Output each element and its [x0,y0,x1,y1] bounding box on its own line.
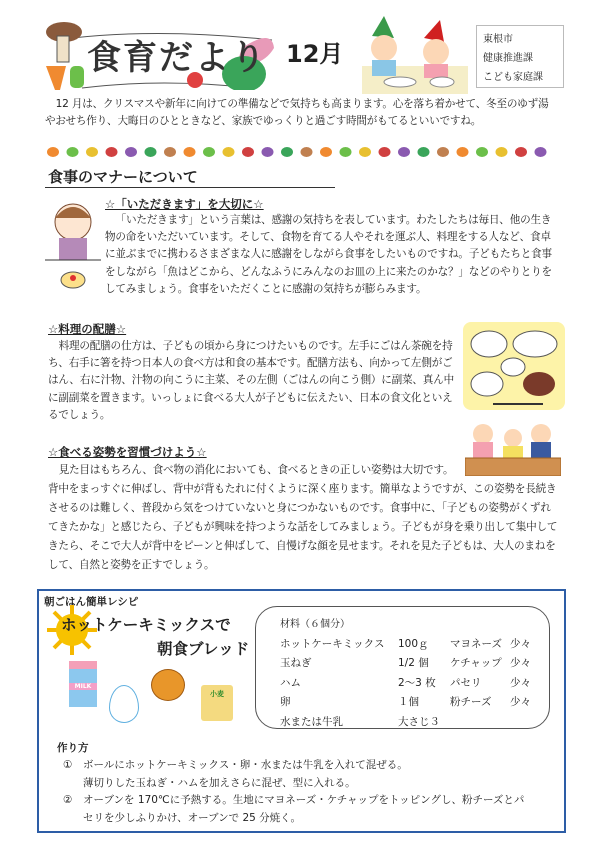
recipe-title-line1: ホットケーキミックスで [61,616,231,634]
vegetable-icon [496,147,508,157]
ingredient-row [280,654,540,674]
vegetable-icon [164,147,176,157]
ingredient-amount: 少々 [510,696,531,708]
ingredient-name: 玉ねぎ [280,657,312,669]
milk-carton-icon [69,661,97,707]
method-heading: 作り方 [57,742,89,754]
vegetable-icon [457,147,469,157]
issuer-box [476,25,564,88]
ingredient-name: ケチャップ [450,657,502,669]
issuer-dept-2: こども家庭課 [483,72,543,83]
issuer-city: 東根市 [483,34,513,45]
vegetable-icon [184,147,196,157]
heading-underline [45,187,335,188]
vegetable-icon [67,147,79,157]
section-heading-haizen: ☆料理の配膳☆ [48,322,127,336]
ingredients-heading: 材料（６個分） [280,619,350,630]
step-2-cont: セリを少しふりかけ、オーブンで 25 分焼く。 [83,811,301,824]
step-number: ① [63,759,73,771]
ingredient-name: 水または牛乳 [280,715,343,728]
step-1-cont: 薄切りした玉ねぎ・ハムを加えさらに混ぜ、型に入れる。 [83,776,356,789]
main-heading: 食事のマナーについて [48,168,198,186]
ingredients-panel [255,606,550,729]
ingredient-name: マヨネーズ [450,637,502,650]
children-party-illustration [362,16,468,94]
issuer-dept-1: 健康推進課 [483,53,533,64]
vegetable-icon [223,147,235,157]
recipe-title-line2: 朝食ブレッド [157,640,250,658]
vegetable-icon [418,147,430,157]
step-text: オーブンを 170℃に予熱する。生地にマヨネーズ・ケチャップをトッピングし、粉チーズとパ [83,794,525,806]
vegetable-icon [47,147,59,157]
vegetable-icon [320,147,332,157]
vegetable-icon [262,147,274,157]
section-body-haizen: 料理の配膳の仕方は、子どもの頃から身につけたいものです。左手にごはん茶碗を持ち、右手に箸を持つ日本人の食べ方は和食の基本です。配膳方法も、向かって左側がごはん、右に汁物、汁物の向こうに主菜、その左側（ごはんの向こう側）に副菜、真ん中に副副菜を置きます。いっしょに食べる大人が子どもに伝えたい、日本の食文化といえるでしょう。 [48,340,454,421]
ingredient-amount: 1/2 個 [398,657,429,669]
step-2 [63,792,524,810]
family-eating-illustration [465,420,561,476]
ingredient-row [280,635,540,655]
vegetable-icon [437,147,449,157]
section-heading-itadakimasu: ☆「いただきます」を大切に☆ [105,197,264,211]
ingredient-name: パセリ [450,676,482,689]
ingredient-row [280,674,540,694]
vegetable-icon [476,147,488,157]
vegetable-icon [340,147,352,157]
section-body-posture: 背中をまっすぐに伸ばし、背中が背もたれに付くように深く座ります。簡単なようですが、この姿勢を長続きさせるのは難しく、普段から気をつけていないと身につかないものです。食事中に、「子どもの姿勢がくずれてきたかな」と感じたら、子どもが興味を持つような話をしてみましょう。子どもが身を乗り出して集中してきたら、そこで大人が背中をピーンと伸ばして、自慢げな顔を見せます。それを見た子どもは、大人のまねをして、自然と姿勢を正すでしょう。 [48,483,558,571]
ingredient-amount [510,713,540,733]
ingredient-amount: 2～3 枚 [398,676,436,689]
ingredient-amount: 少々 [510,637,531,650]
step-number: ② [63,794,73,806]
logo-title: 食育だより [87,38,267,78]
vegetable-icon [145,147,157,157]
ingredient-amount: 大さじ３ [398,715,440,728]
vegetable-icon [242,147,254,157]
ingredient-name [450,713,510,733]
title-logo [42,18,274,90]
section-heading-posture: ☆食べる姿勢を習慣づけよう☆ [48,445,207,459]
section-body-posture-first: 見た目はもちろん、食べ物の消化においても、食べるときの正しい姿勢は大切です。 [58,464,454,476]
step-1 [63,757,524,775]
vegetable-icon [125,147,137,157]
flour-label: 小麦 [210,690,224,698]
step-text: ボールにホットケーキミックス・卵・水または牛乳を入れて混ぜる。 [83,759,408,771]
vegetable-icon [515,147,527,157]
vegetable-icon [106,147,118,157]
milk-label: MILK [69,683,97,690]
ingredient-row [280,713,540,733]
ingredient-amount: 少々 [510,657,531,669]
egg-icon [109,685,139,723]
method-steps [63,757,524,827]
ingredient-amount: 少々 [510,676,531,689]
vegetable-icon [359,147,371,157]
ingredient-name: 卵 [280,696,291,708]
section-body-itadakimasu: 「いただきます」という言葉は、感謝の気持ちを表しています。わたしたちは毎日、他の生き物の命をいただいています。そして、食物を育てる人やそれを運ぶ人、料理をする人など、食卓に並ぶまでに携わるさまざまな人に感謝をしながら食事をしたいものですね。子どもたちと食事をしながら「魚はどこから、どんなふうにみんなのお皿の上に来たのかな？」などのやりとりをしてみましょう。食事をいただくことに感謝の気持ちが膨らみます。 [105,214,552,295]
vegetable-border-icon [45,144,557,160]
vegetable-icon [398,147,410,157]
ingredient-amount: 100ｇ [398,637,429,650]
vegetable-icon [379,147,391,157]
girl-eating-illustration [45,200,101,292]
vegetable-icon [535,147,547,157]
vegetable-icon [301,147,313,157]
ingredient-row [280,693,540,713]
ingredient-amount: １個 [398,696,419,708]
flour-bag-icon [201,685,233,721]
ingredient-name: ホットケーキミックス [280,637,385,650]
ingredient-name: ハム [280,676,301,689]
japanese-meal-setting-illustration [463,322,565,410]
recipe-box [37,589,566,833]
onion-icon [151,669,185,701]
recipe-label: 朝ごはん簡単レシピ [44,596,139,608]
ingredient-name: 粉チーズ [450,696,492,708]
issue-month: 12月 [286,40,344,68]
ingredients-table [280,635,540,733]
vegetable-icon [281,147,293,157]
vegetable-icon [203,147,215,157]
vegetable-icon [86,147,98,157]
intro-text: 12 月は、クリスマスや新年に向けての準備などで気持ちも高まります。心を落ち着かせて、冬至のゆず湯やおせち作り、大晦日のひとときなど、家族でゆっくりと過ごす時間がもてるといいですね。 [45,98,549,128]
